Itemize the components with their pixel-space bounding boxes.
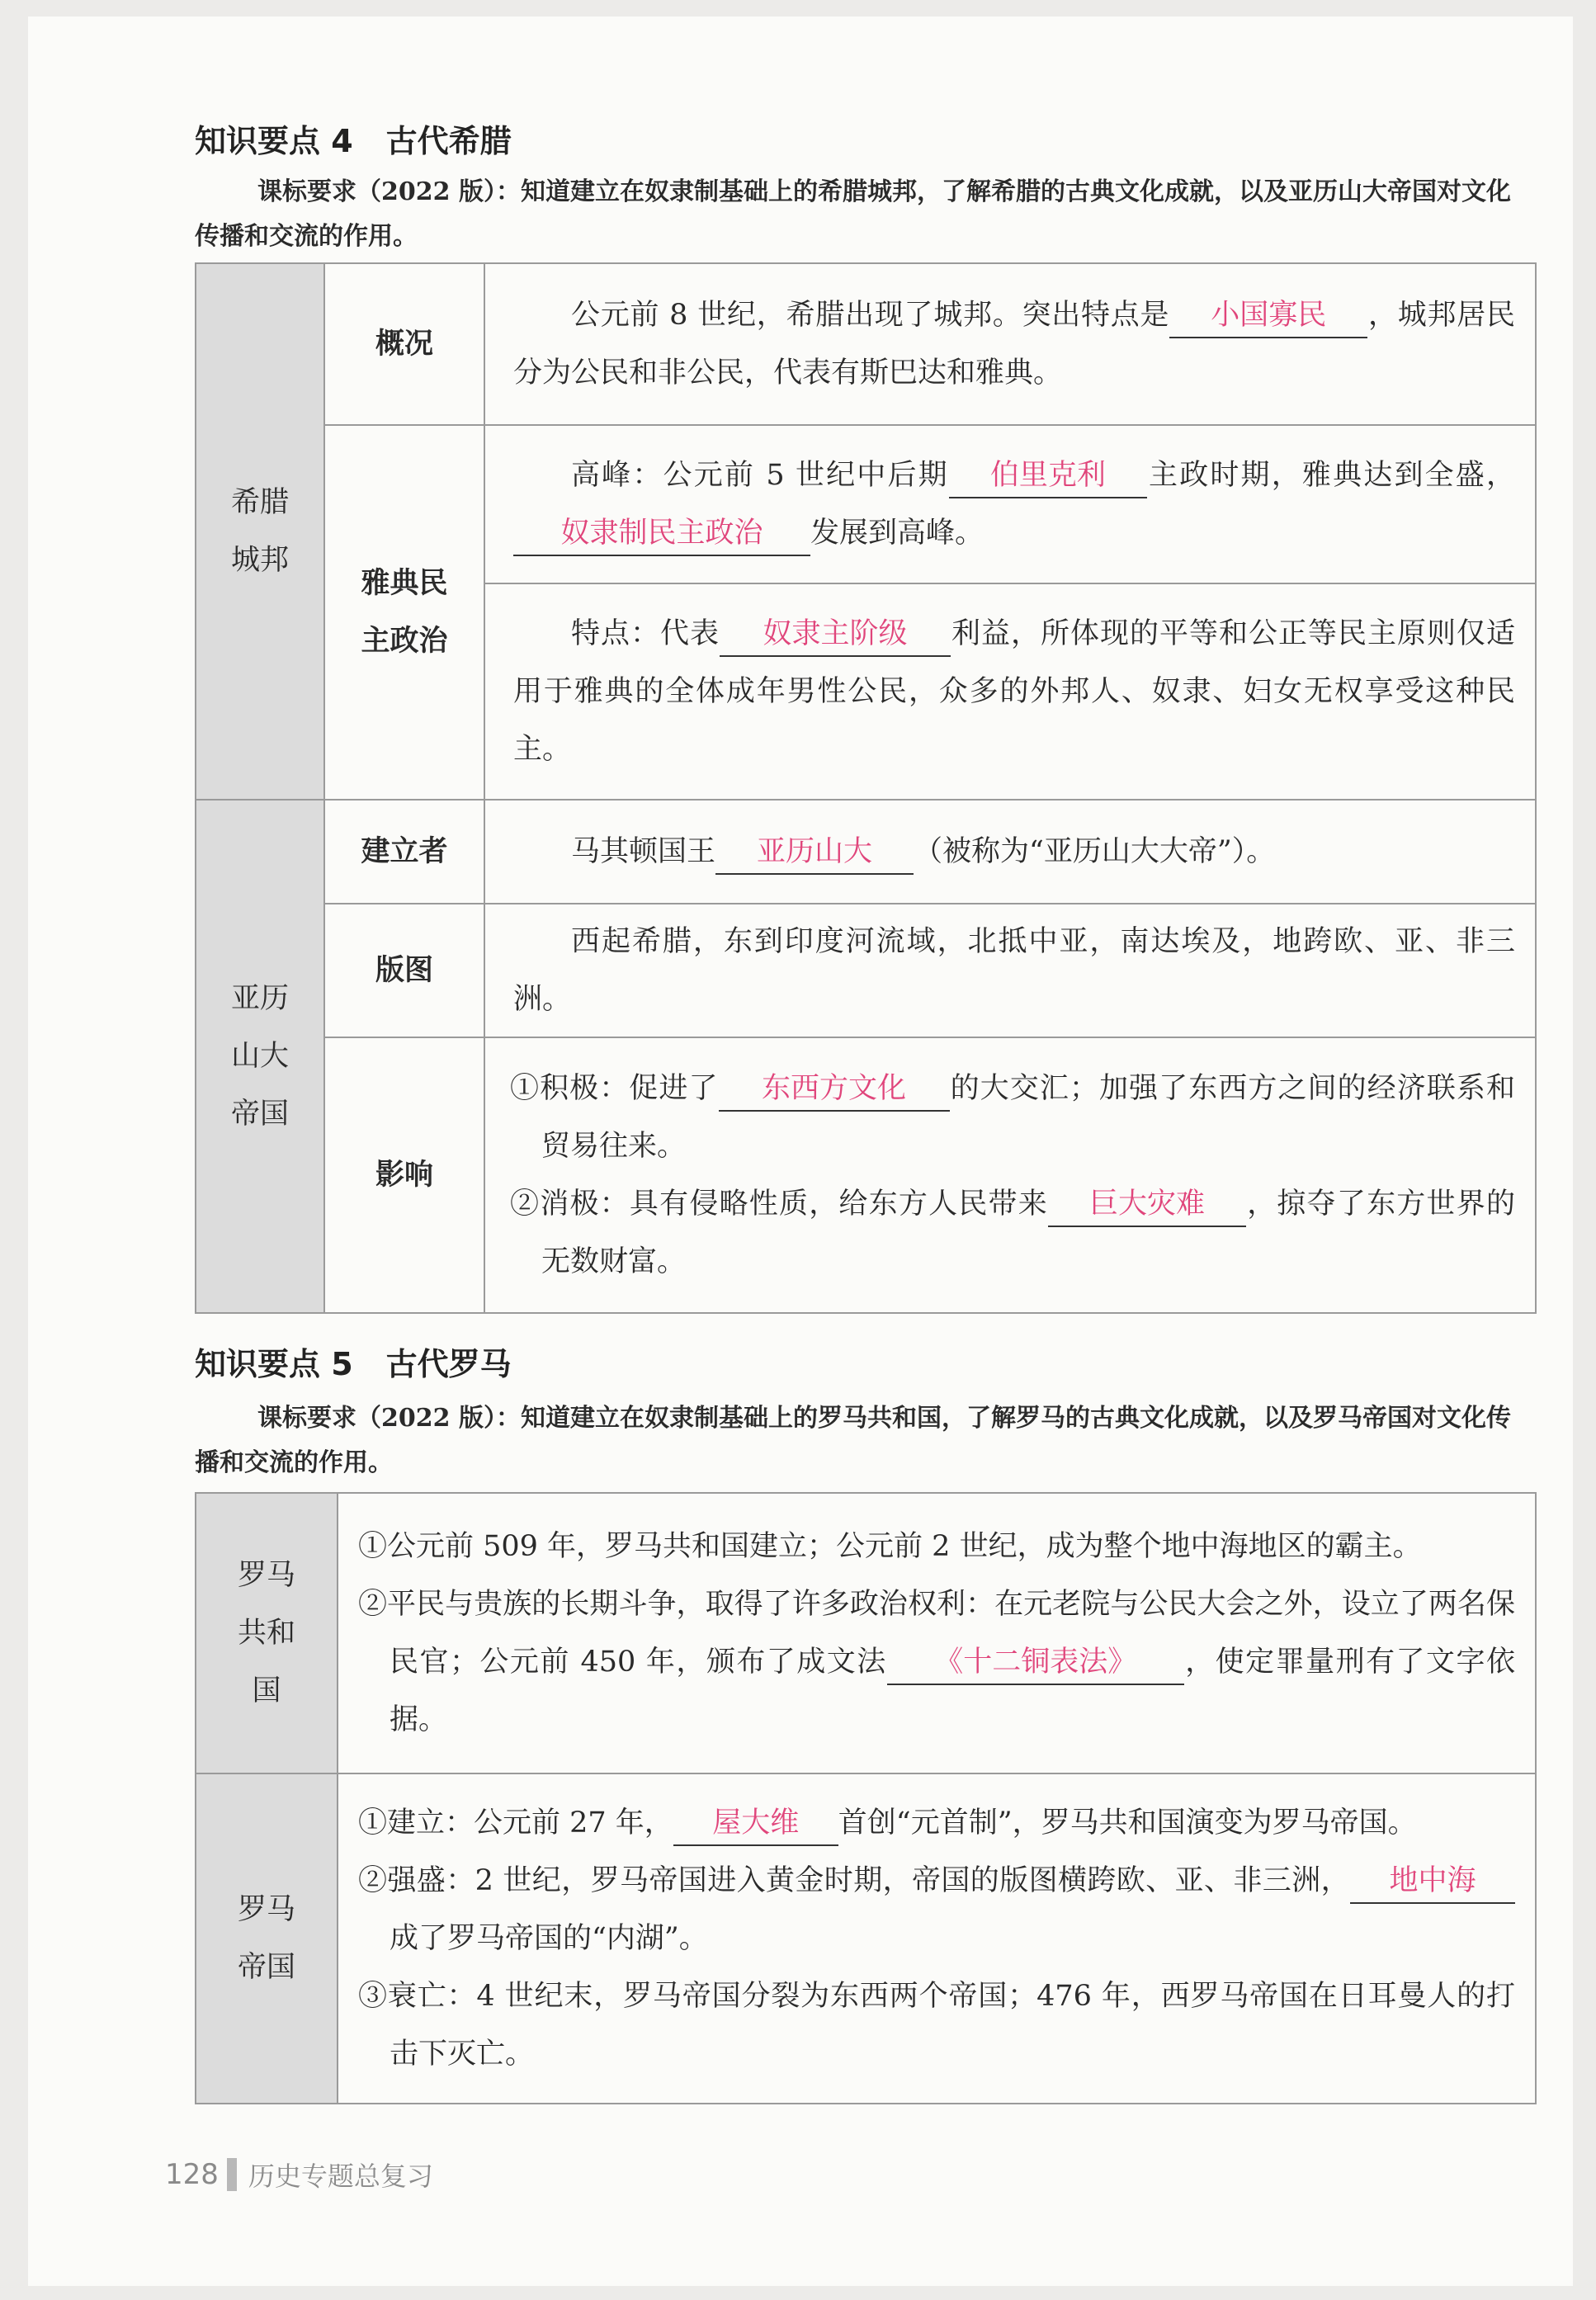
section-4-heading <box>195 116 512 161</box>
answer-blank: 小国寡民 <box>1169 294 1367 338</box>
label-territory: 版图 <box>324 904 484 1037</box>
answer-blank: 亚历山大 <box>715 830 914 875</box>
label-impact: 影响 <box>324 1037 484 1313</box>
answer-blank: 东西方文化 <box>719 1067 950 1112</box>
rome-table <box>195 1492 1537 2104</box>
territory-text: 西起希腊，东到印度河流域，北抵中亚，南达埃及，地跨欧、亚、非三洲。 <box>484 904 1536 1037</box>
section-5-requirement: 课标要求（2022 版）：知道建立在奴隶制基础上的罗马共和国，了解罗马的古典文化成就，以及罗马帝国对文化传播和交流的作用。 <box>195 1404 1511 1477</box>
section-5-heading <box>195 1339 512 1384</box>
book-title: 历史专题总复习 <box>248 2161 433 2192</box>
answer-blank: 巨大灾难 <box>1048 1183 1246 1227</box>
answer-blank: 《十二铜表法》 <box>887 1641 1184 1685</box>
answer-blank: 屋大维 <box>673 1802 838 1846</box>
section-4-label: 知识要点 4 <box>195 123 353 159</box>
label-overview: 概况 <box>324 263 484 425</box>
empire-text: ①建立：公元前 27 年， 屋大维 首创“元首制”，罗马共和国演变为罗马帝国。 ②强盛：2 世纪，罗马帝国进入黄金时期，帝国的版图横跨欧、亚、非三洲， 地中海成了罗马帝国的“内湖”。 ③衰亡：4 世纪末，罗马帝国分裂为东西两个帝国；476 年，西罗马帝国在日耳曼人的打击下灭亡。 <box>338 1773 1536 2104</box>
page-footer <box>165 2156 433 2194</box>
category-alexander-empire: 亚历山大帝国 <box>196 800 324 1313</box>
answer-blank: 地中海 <box>1350 1859 1515 1904</box>
overview-text: 公元前 8 世纪，希腊出现了城邦。突出特点是 小国寡民 ，城邦居民分为公民和非公民，代表有斯巴达和雅典。 <box>484 263 1536 425</box>
section-5-title: 古代罗马 <box>385 1346 512 1382</box>
feature-text: 特点：代表 奴隶主阶级 利益，所体现的平等和公正等民主原则仅适用于雅典的全体成年男性公民，众多的外邦人、奴隶、妇女无权享受这种民主。 <box>484 583 1536 800</box>
answer-blank: 奴隶制民主政治 <box>513 512 810 556</box>
greece-table <box>195 262 1537 1314</box>
label-founder: 建立者 <box>324 800 484 904</box>
category-roman-republic: 罗马共和国 <box>196 1493 338 1773</box>
founder-text: 马其顿国王 亚历山大 （被称为“亚历山大大帝”）。 <box>484 800 1536 904</box>
republic-text: ①公元前 509 年，罗马共和国建立；公元前 2 世纪，成为整个地中海地区的霸主。 ②平民与贵族的长期斗争，取得了许多政治权利：在元老院与公民大会之外，设立了两名保民官；公元前 450 年，颁布了成文法 《十二铜表法》 ，使定罪量刑有了文字依据。 <box>338 1493 1536 1773</box>
section-5-label: 知识要点 5 <box>195 1346 353 1382</box>
answer-blank: 伯里克利 <box>949 454 1147 498</box>
peak-text: 高峰：公元前 5 世纪中后期 伯里克利 主政时期，雅典达到全盛，奴隶制民主政治 发展到高峰。 <box>484 425 1536 583</box>
section-4-requirement: 课标要求（2022 版）：知道建立在奴隶制基础上的希腊城邦，了解希腊的古典文化成就，以及亚历山大帝国对文化传播和交流的作用。 <box>195 177 1511 251</box>
section-4-title: 古代希腊 <box>385 123 512 159</box>
answer-blank: 奴隶主阶级 <box>720 612 951 657</box>
impact-text: ①积极：促进了 东西方文化 的大交汇；加强了东西方之间的经济联系和贸易往来。 ②消极：具有侵略性质，给东方人民带来 巨大灾难 ，掠夺了东方世界的无数财富。 <box>484 1037 1536 1313</box>
category-roman-empire: 罗马帝国 <box>196 1773 338 2104</box>
category-greek-city-states: 希腊城邦 <box>196 263 324 800</box>
label-athenian-democracy: 雅典民主政治 <box>324 425 484 800</box>
page-number: 128 <box>165 2158 219 2191</box>
footer-divider <box>227 2158 237 2191</box>
